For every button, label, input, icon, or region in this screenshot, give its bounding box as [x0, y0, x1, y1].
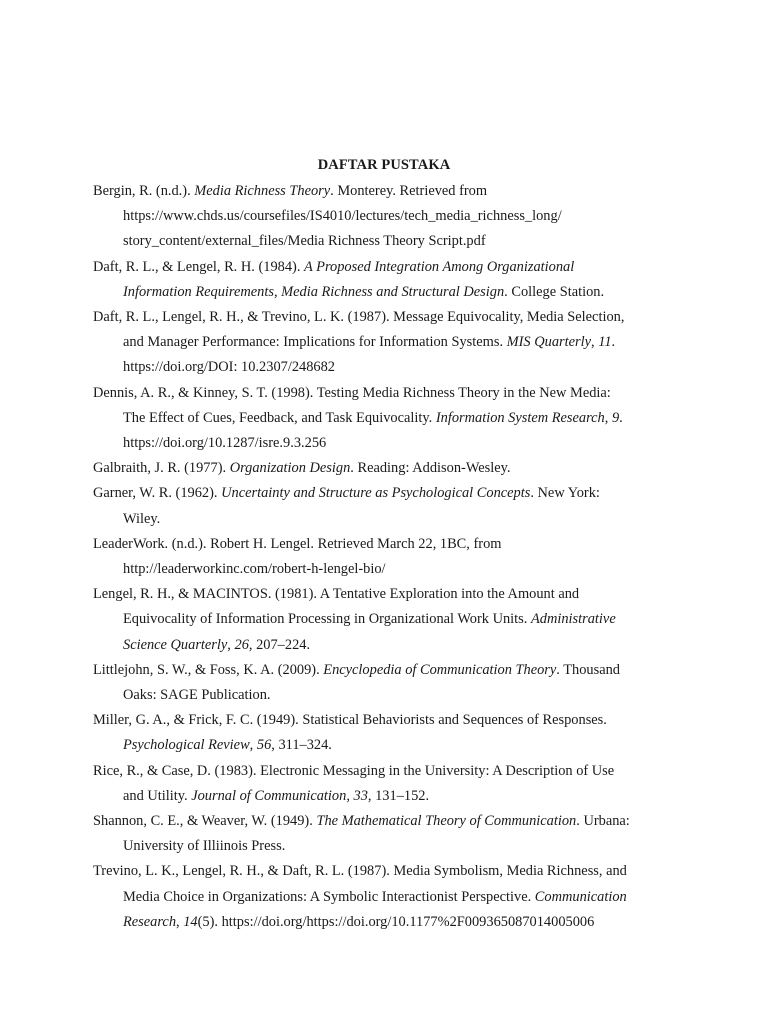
reference-text: https://www.chds.us/coursefiles/IS4010/lectures/tech_media_richness_long/ [123, 208, 562, 225]
italic-text: Media Richness Theory [194, 183, 331, 199]
reference-entry [93, 658, 675, 708]
reference-text: . Reading: Addison-Wesley. [350, 460, 511, 477]
reference-line [93, 381, 675, 406]
italic-text: Psychological Review [123, 737, 250, 754]
italic-text: 9 [611, 409, 620, 426]
reference-line [123, 229, 675, 254]
reference-line [123, 733, 675, 758]
reference-line [123, 633, 675, 658]
reference-text: and Manager Performance: Implications for Information Systems. [123, 334, 507, 351]
reference-text: Rice, R., & Case, D. (1983). Electronic Messaging in the University: A Description of Use [93, 762, 615, 779]
reference-line [123, 330, 675, 355]
italic-text: Encyclopedia of Communication Theory [323, 661, 557, 678]
reference-text: . Urbana: [576, 813, 630, 830]
reference-line [93, 859, 675, 884]
reference-line [93, 532, 675, 557]
reference-entry [93, 859, 675, 935]
reference-text: Garner, W. R. (1962). [93, 485, 222, 502]
reference-line [123, 406, 675, 431]
reference-text: , [590, 334, 599, 351]
reference-text: LeaderWork. (n.d.). Robert H. Lengel. Retrieved March 22, 1BC, from [93, 535, 502, 552]
reference-text: , [249, 737, 257, 754]
reference-entry [93, 305, 675, 381]
italic-text: 56 [256, 737, 272, 754]
reference-line [93, 255, 675, 280]
reference-line [123, 557, 675, 582]
reference-text: , [346, 787, 354, 804]
italic-text: Information System Research [435, 409, 605, 426]
reference-text: Daft, R. L., Lengel, R. H., & Trevino, L. K. (1987). Message Equivocality, Media Selection, [93, 309, 625, 326]
reference-text: Lengel, R. H., & MACINTOS. (1981). A Tentative Exploration into the Amount and [93, 586, 580, 603]
italic-text: Uncertainty and Structure as Psychological Concepts [221, 485, 531, 502]
italic-text: 14 [183, 913, 198, 930]
reference-text: http://leaderworkinc.com/robert-h-lengel-bio/ [123, 561, 386, 578]
italic-text: The Mathematical Theory of Communication [316, 813, 577, 830]
reference-line [123, 910, 675, 935]
italic-text: 11 [598, 334, 612, 351]
reference-text: Daft, R. L., & Lengel, R. H. (1984). [93, 258, 305, 275]
reference-line [93, 759, 675, 784]
reference-entry [93, 532, 675, 582]
reference-text: Equivocality of Information Processing in Organizational Work Units. [123, 611, 531, 628]
italic-text: Science Quarterly [123, 636, 228, 653]
italic-text: Administrative [530, 611, 616, 628]
reference-text: , [604, 409, 612, 426]
reference-line [123, 834, 675, 859]
page-title: DAFTAR PUSTAKA [317, 157, 451, 173]
reference-text: Galbraith, J. R. (1977). [93, 460, 230, 477]
reference-entry [93, 381, 675, 457]
reference-entry [93, 708, 675, 758]
italic-text: Information Requirements, Media Richness and Structural Design [123, 283, 505, 300]
reference-line [123, 355, 675, 380]
reference-text: . Thousand [556, 661, 620, 678]
reference-line [93, 305, 675, 330]
reference-text: story_content/external_files/Media Richness Theory Script.pdf [123, 233, 486, 250]
reference-entry [93, 456, 675, 481]
reference-line [123, 885, 675, 910]
reference-text: . Monterey. Retrieved from [330, 183, 488, 199]
reference-entry [93, 759, 675, 809]
italic-text: MIS Quarterly [506, 334, 591, 351]
reference-text: Littlejohn, S. W., & Foss, K. A. (2009). [93, 661, 324, 678]
reference-text: and Utility. [123, 787, 192, 804]
reference-text: (5). https://doi.org/https://doi.org/10.1177%2F009365087014005006 [197, 913, 595, 930]
reference-text: . [611, 334, 616, 351]
italic-text: 33 [353, 787, 368, 804]
reference-text: . [619, 409, 623, 426]
reference-line [123, 683, 675, 708]
reference-line [123, 607, 675, 632]
reference-text: Bergin, R. (n.d.). [93, 183, 195, 199]
italic-text: Organization Design [229, 460, 351, 477]
reference-line [93, 809, 675, 834]
reference-line [93, 658, 675, 683]
reference-text: Miller, G. A., & Frick, F. C. (1949). Statistical Behaviorists and Sequences of Responses. [93, 712, 607, 729]
reference-line [123, 280, 675, 305]
reference-text: The Effect of Cues, Feedback, and Task Equivocality. [123, 409, 436, 426]
reference-line [93, 179, 675, 204]
italic-text: Communication [534, 888, 627, 905]
reference-entry [93, 255, 675, 305]
reference-text: , [176, 913, 184, 930]
reference-text: Oaks: SAGE Publication. [123, 687, 271, 704]
reference-line [93, 456, 675, 481]
reference-line [93, 481, 675, 506]
reference-text: Trevino, L. K., Lengel, R. H., & Daft, R. L. (1987). Media Symbolism, Media Richness, and [93, 863, 627, 880]
reference-text: https://doi.org/10.1287/isre.9.3.256 [123, 435, 327, 452]
reference-text: Media Choice in Organizations: A Symbolic Interactionist Perspective. [123, 888, 535, 905]
reference-list [93, 179, 675, 935]
reference-text: , [227, 636, 235, 653]
reference-line [123, 784, 675, 809]
reference-line [123, 507, 675, 532]
italic-text: Journal of Communication [191, 787, 347, 804]
reference-text: , 311–324. [271, 737, 332, 754]
reference-text: Wiley. [123, 510, 161, 527]
italic-text: Research [123, 913, 177, 930]
reference-text: Shannon, C. E., & Weaver, W. (1949). [93, 813, 317, 830]
reference-line [123, 204, 675, 229]
reference-line [123, 431, 675, 456]
reference-entry [93, 809, 675, 859]
italic-text: A Proposed Integration Among Organizational [304, 258, 575, 275]
reference-text: . College Station. [504, 283, 605, 300]
reference-text: . New York: [530, 485, 600, 502]
reference-entry [93, 481, 675, 531]
reference-text: https://doi.org/DOI: 10.2307/248682 [123, 359, 336, 376]
reference-entry [93, 582, 675, 658]
reference-text: , 131–152. [367, 787, 430, 804]
reference-text: Dennis, A. R., & Kinney, S. T. (1998). Testing Media Richness Theory in the New Media: [93, 384, 611, 401]
reference-line [93, 582, 675, 607]
reference-text: , 207–224. [248, 636, 311, 653]
reference-text: University of Illiinois Press. [123, 838, 286, 855]
reference-line [93, 708, 675, 733]
italic-text: 26 [234, 636, 249, 653]
reference-entry [93, 179, 675, 255]
